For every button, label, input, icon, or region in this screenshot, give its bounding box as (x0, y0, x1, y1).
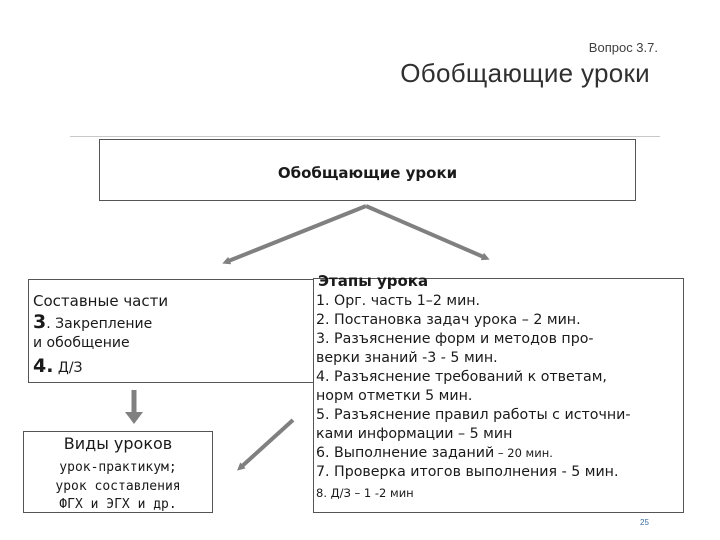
parts-item-3 (33, 311, 152, 333)
types-item: урок составления (55, 479, 181, 494)
root-node-label: Обобщающие уроки (277, 164, 458, 182)
stage-line: 5. Разъяснение правил работы с источни- (316, 407, 631, 423)
stage-line: 1. Орг. часть 1–2 мин. (316, 293, 481, 309)
stage-line: 2. Постановка задач урока – 2 мин. (316, 312, 581, 328)
stage-6-duration: – 20 мин. (494, 446, 553, 460)
arrow-parts-to-types-head (125, 412, 143, 424)
stages-heading: Этапы урока (318, 272, 429, 290)
arrow-to-parts (226, 206, 366, 262)
stage-line: норм отметки 5 мин. (316, 388, 473, 404)
arrow-to-stages (366, 206, 486, 258)
stage-line (316, 444, 553, 463)
parts-item-4-number: 4. (33, 355, 54, 377)
parts-heading: Составные части (33, 292, 169, 310)
stage-line: ками информации – 5 мин (316, 426, 513, 442)
stage-6-text: 6. Выполнение заданий (316, 445, 495, 461)
slide-title: Обобщающие уроки (400, 58, 650, 88)
stage-line: 8. Д/З – 1 -2 мин (316, 486, 414, 500)
parts-item-3-continuation: и обобщение (33, 335, 130, 351)
types-item: ФГХ и ЭГХ и др. (59, 497, 177, 512)
stage-line: 3. Разъяснение форм и методов про- (316, 331, 594, 347)
page-number: 25 (640, 518, 649, 527)
stage-line: 4. Разъяснение требований к ответам, (316, 369, 607, 385)
parts-item-3-text: . Закрепление (46, 316, 153, 332)
question-number: Вопрос 3.7. (588, 40, 658, 55)
types-item: урок-практикум; (59, 460, 177, 475)
stage-line: 7. Проверка итогов выполнения - 5 мин. (316, 464, 619, 480)
parts-item-4-text: Д/З (53, 360, 83, 376)
types-heading: Виды уроков (63, 434, 173, 453)
arrow-stages-to-types (240, 420, 293, 468)
parts-item-3-number: 3 (33, 311, 47, 333)
parts-item-4 (33, 355, 83, 377)
stage-line: верки знаний -3 - 5 мин. (316, 350, 498, 366)
